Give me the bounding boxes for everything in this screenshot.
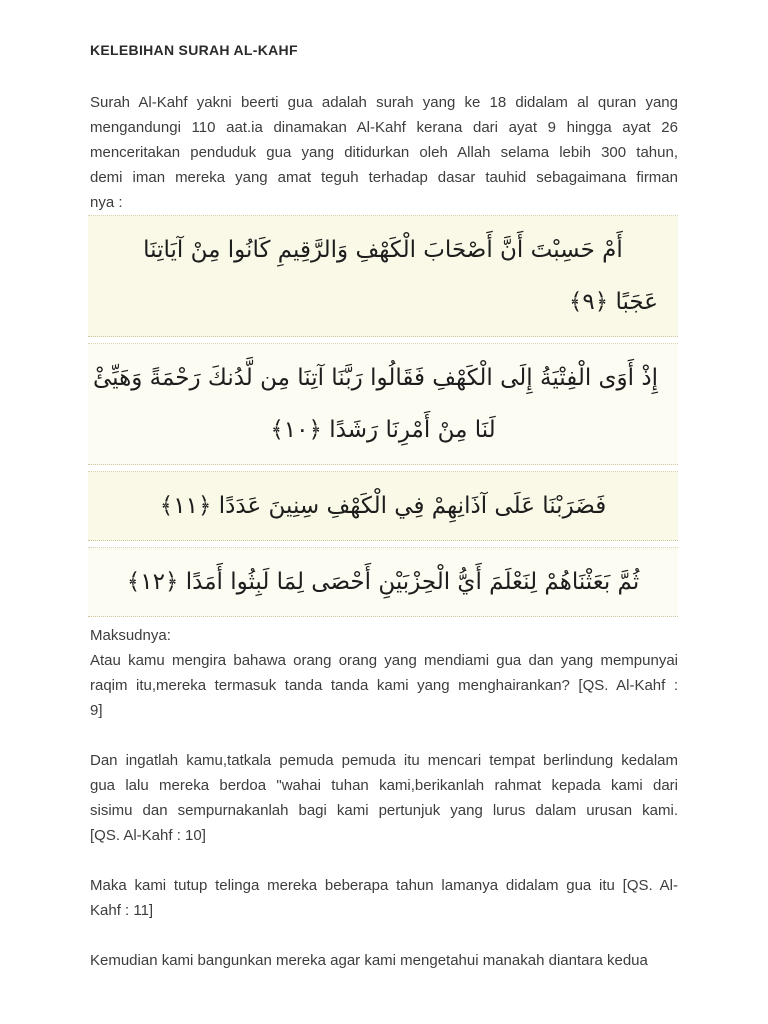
arabic-verse-line: أَمْ حَسِبْتَ أَنَّ أَصْحَابَ الْكَهْفِ وَالرَّقِيمِ كَانُوا مِنْ آيَاتِنَا bbox=[143, 237, 623, 263]
arabic-verse-line: إِذْ أَوَى الْفِتْيَةُ إِلَى الْكَهْفِ فَقَالُوا رَبَّنَا آتِنَا مِن لَّدُنكَ رَحْمَةً وَهَيِّئْ bbox=[93, 365, 658, 391]
text-line: Kemudian kami bangunkan mereka agar kami mengetahui manakah diantara kedua bbox=[90, 952, 648, 969]
text-line: Atau kamu mengira bahawa orang orang yang mendiami gua dan yang mempunyai bbox=[90, 652, 678, 669]
translation-paragraph-ayah-10 bbox=[90, 748, 678, 848]
maksudnya-label: Maksudnya: bbox=[90, 627, 171, 644]
text-line: menceritakan penduduk gua yang ditidurkan oleh Allah selama lebih 300 tahun, bbox=[90, 144, 678, 161]
intro-paragraph bbox=[90, 90, 678, 215]
text-line: demi iman mereka yang amat teguh terhadap dasar tauhid sebagaimana firman bbox=[90, 169, 678, 186]
translation-paragraph-ayah-11 bbox=[90, 873, 678, 923]
translation-paragraph-ayah-12 bbox=[90, 948, 678, 973]
text-line: 9] bbox=[90, 702, 103, 719]
quran-verse-block-ayah-10 bbox=[88, 343, 678, 465]
arabic-verse-line: عَجَبًا ﴿٩﴾ bbox=[568, 289, 658, 315]
text-line: Surah Al-Kahf yakni beerti gua adalah surah yang ke 18 didalam al quran yang bbox=[90, 94, 678, 111]
text-line: mengandungi 110 aat.ia dinamakan Al-Kahf kerana dari ayat 9 hingga ayat 26 bbox=[90, 119, 678, 136]
text-line: Maka kami tutup telinga mereka beberapa tahun lamanya didalam gua itu [QS. Al- bbox=[90, 877, 678, 894]
text-line: gua lalu mereka berdoa "wahai tuhan kami,berikanlah rahmat kepada kami dari bbox=[90, 777, 678, 794]
text-line: raqim itu,mereka termasuk tanda tanda kami yang menghairankan? [QS. Al-Kahf : bbox=[90, 677, 678, 694]
quran-verse-block-ayah-11 bbox=[88, 471, 678, 541]
quran-verse-block-ayah-12 bbox=[88, 547, 678, 617]
translation-section bbox=[90, 623, 678, 973]
translation-paragraph-ayah-9 bbox=[90, 623, 678, 723]
text-line: Kahf : 11] bbox=[90, 902, 154, 919]
text-line: [QS. Al-Kahf : 10] bbox=[90, 827, 206, 844]
quran-verses-section bbox=[88, 215, 678, 617]
page-title: KELEBIHAN SURAH AL-KAHF bbox=[90, 42, 298, 58]
text-line: nya : bbox=[90, 194, 123, 211]
text-line: sisimu dan sempurnakanlah bagi kami pertunjuk yang lurus dalam urusan kami. bbox=[90, 802, 678, 819]
arabic-verse-line: ثُمَّ بَعَثْنَاهُمْ لِنَعْلَمَ أَيُّ الْحِزْبَيْنِ أَحْصَى لِمَا لَبِثُوا أَمَدًا ﴿١٢﴾ bbox=[126, 569, 640, 595]
arabic-verse-line: فَضَرَبْنَا عَلَى آذَانِهِمْ فِي الْكَهْفِ سِنِينَ عَدَدًا ﴿١١﴾ bbox=[159, 493, 607, 519]
quran-verse-block-ayah-9 bbox=[88, 215, 678, 337]
arabic-verse-line: لَنَا مِنْ أَمْرِنَا رَشَدًا ﴿١٠﴾ bbox=[270, 417, 496, 443]
text-line: Dan ingatlah kamu,tatkala pemuda pemuda itu mencari tempat berlindung kedalam bbox=[90, 752, 678, 769]
